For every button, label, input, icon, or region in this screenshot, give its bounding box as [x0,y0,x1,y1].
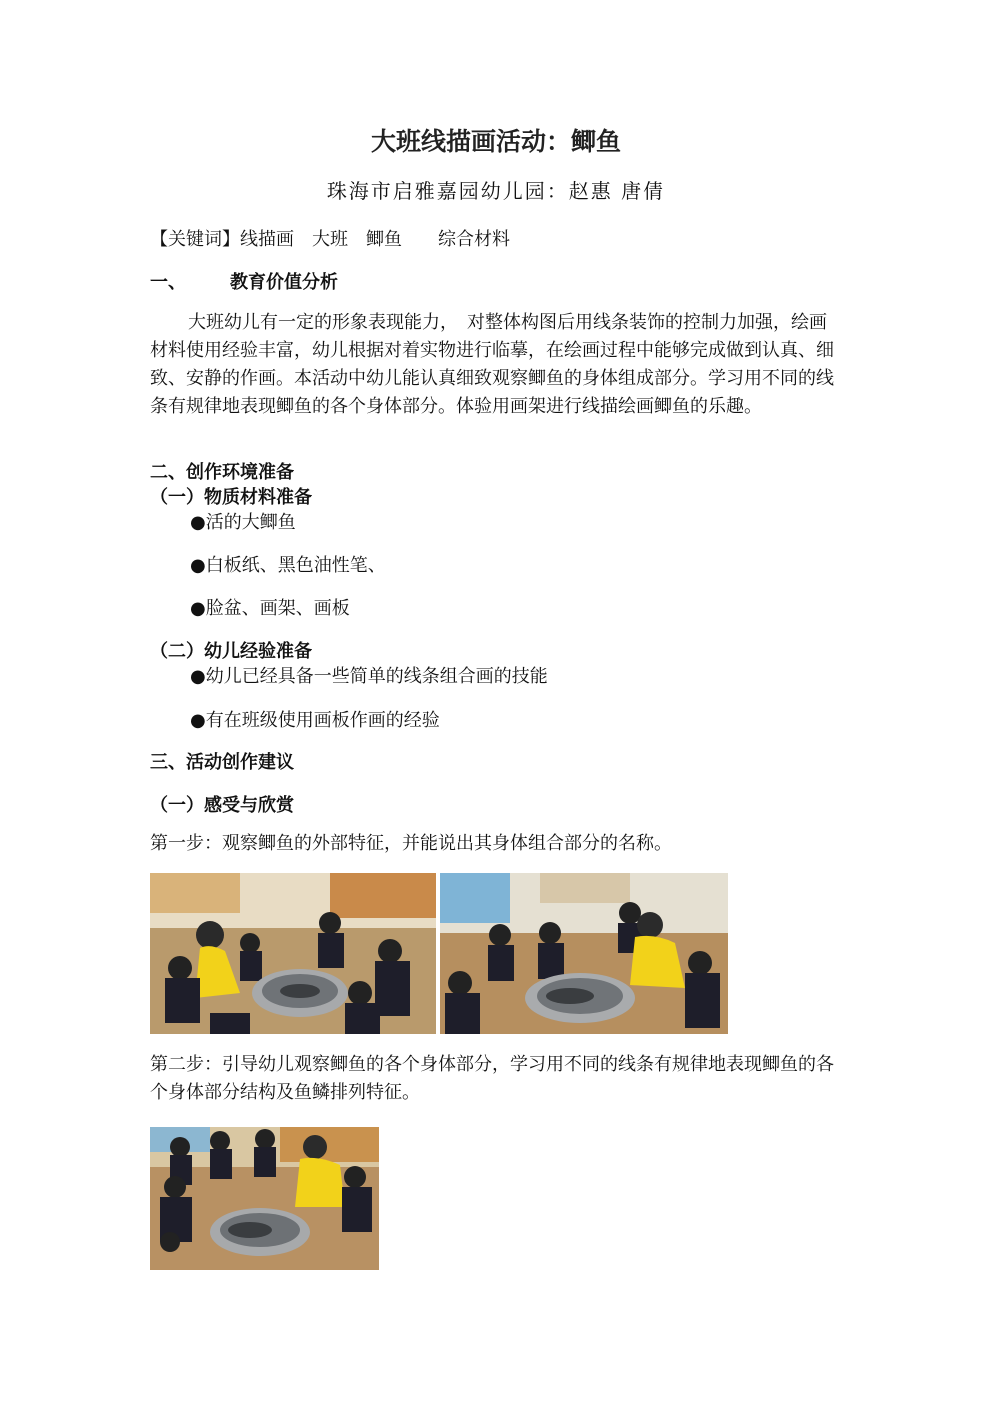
section-heading-2: 二、创作环境准备 [150,462,294,483]
step-1-text: 第一步：观察鲫鱼的外部特征，并能说出其身体组合部分的名称。 [150,833,672,854]
subheading-materials: （一）物质材料准备 [150,487,312,508]
section-title: 教育价值分析 [230,272,338,293]
author-line: 珠海市启雅嘉园幼儿园：赵惠 唐倩 [326,179,666,203]
keywords-line: 【关键词】线描画 大班 鲫鱼 综合材料 [150,229,510,250]
section-number: 一、 [150,272,186,293]
section-heading-1 [150,268,338,294]
step-2-text: 第二步：引导幼儿观察鲫鱼的各个身体部分，学习用不同的线条有规律地表现鲫鱼的各个身体部分结构及鱼鳞排列特征。 [150,1054,834,1103]
experience-item: ●幼儿已经具备一些简单的线条组合画的技能 [190,666,548,687]
material-item: ●脸盆、画架、画板 [190,598,350,619]
paragraph-education-value: 大班幼儿有一定的形象表现能力， 对整体构图后用线条装饰的控制力加强，绘画材料使用经验丰富，幼儿根据对着实物进行临摹，在绘画过程中能够完成做到认真、细致、安静的作画。本活动中幼儿能认真细致观察鲫鱼的身体组成部分。学习用不同的线条有规律地表现鲫鱼的各个身体部分。体验用画架进行线描绘画鲫鱼的乐趣。 [150,312,834,417]
classroom-photo-1 [150,873,436,1034]
experience-item: ●有在班级使用画板作画的经验 [190,710,440,731]
subheading-appreciation: （一）感受与欣赏 [150,795,294,816]
material-item: ●活的大鲫鱼 [190,512,296,533]
classroom-photo-3 [150,1127,379,1270]
classroom-photo-2 [440,873,728,1034]
section-heading-3: 三、活动创作建议 [150,752,294,773]
page-title: 大班线描画活动：鲫鱼 [370,127,621,156]
subheading-experience: （二）幼儿经验准备 [150,641,312,662]
material-item: ●白板纸、黑色油性笔、 [190,555,386,576]
